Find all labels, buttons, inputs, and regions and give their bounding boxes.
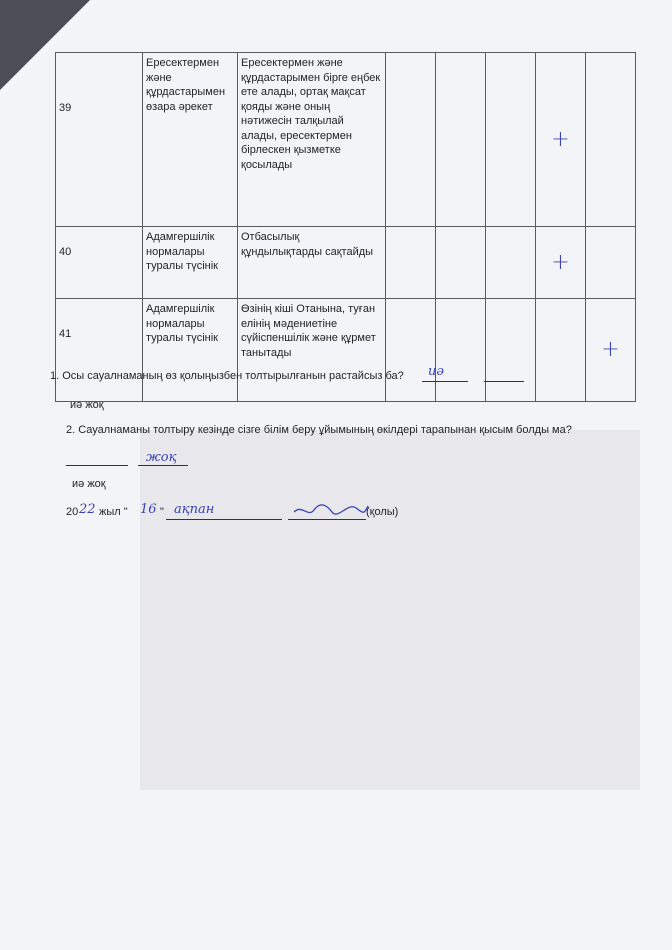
show-through-bleed xyxy=(140,430,640,790)
table-row xyxy=(56,53,636,227)
mark-cell xyxy=(486,227,536,299)
date-year-suffix: жыл " xyxy=(99,506,128,518)
description-cell: Отбасылық құндылықтарды сақтайды xyxy=(238,227,386,299)
area-cell: Адамгершілік нормалары туралы түсінік xyxy=(143,299,238,402)
answer-2-handwritten: жоқ xyxy=(146,450,177,465)
signature-label: (қолы) xyxy=(366,506,399,518)
questionnaire-table xyxy=(55,52,636,402)
mark-cell xyxy=(436,299,486,402)
question-2-options: иә жоқ xyxy=(72,478,106,490)
mark-cell: + xyxy=(586,299,636,402)
month-line xyxy=(166,519,282,520)
row-number: 40 xyxy=(56,227,143,299)
description-cell: Ересектермен және құрдастарымен бірге еңбек ете алады, ортақ мақсат қояды және оның нәтижесін талқылай алады, ересектермен бірлескен қызметке қосылады xyxy=(238,53,386,227)
area-cell: Адамгершілік нормалары туралы түсінік xyxy=(143,227,238,299)
mark-cell xyxy=(486,53,536,227)
description-cell: Өзінің кіші Отанына, туған елінің мәдениетіне сүйіспеншілік және құрмет танытады xyxy=(238,299,386,402)
question-1-options: иә жоқ xyxy=(70,399,104,411)
mark-cell: + xyxy=(536,227,586,299)
table-row xyxy=(56,227,636,299)
mark-cell xyxy=(436,227,486,299)
date-day-handwritten: 16 xyxy=(140,502,157,517)
row-number: 41 xyxy=(56,299,143,402)
table-row xyxy=(56,299,636,402)
question-2: 2. Сауалнаманы толтыру кезінде сізге білім беру ұйымының өкілдері тарапынан қысым болды ма? xyxy=(66,424,572,436)
date-year-handwritten: 22 xyxy=(79,502,96,517)
mark-cell: + xyxy=(536,53,586,227)
area-cell: Ересектермен және құрдастарымен өзара әрекет xyxy=(143,53,238,227)
answer-2-line xyxy=(66,465,128,466)
date-month-handwritten: ақпан xyxy=(174,502,215,517)
mark-cell xyxy=(586,227,636,299)
mark-cell xyxy=(586,53,636,227)
signature-line xyxy=(288,519,366,520)
question-1: 1. Осы сауалнаманың өз қолыңызбен толтырылғанын растайсыз ба? xyxy=(50,370,404,382)
answer-1-line xyxy=(484,381,524,382)
mark-cell xyxy=(386,299,436,402)
row-number: 39 xyxy=(56,53,143,227)
date-year-prefix: 20 xyxy=(66,506,79,518)
mark-cell xyxy=(436,53,486,227)
answer-1-line xyxy=(422,381,468,382)
answer-1-handwritten: иә xyxy=(428,364,445,379)
mark-cell xyxy=(386,227,436,299)
mark-cell xyxy=(536,299,586,402)
mark-cell xyxy=(486,299,536,402)
mark-cell xyxy=(386,53,436,227)
answer-2-line xyxy=(138,465,188,466)
folded-corner xyxy=(0,0,90,90)
date-quote-close: " xyxy=(160,506,164,518)
